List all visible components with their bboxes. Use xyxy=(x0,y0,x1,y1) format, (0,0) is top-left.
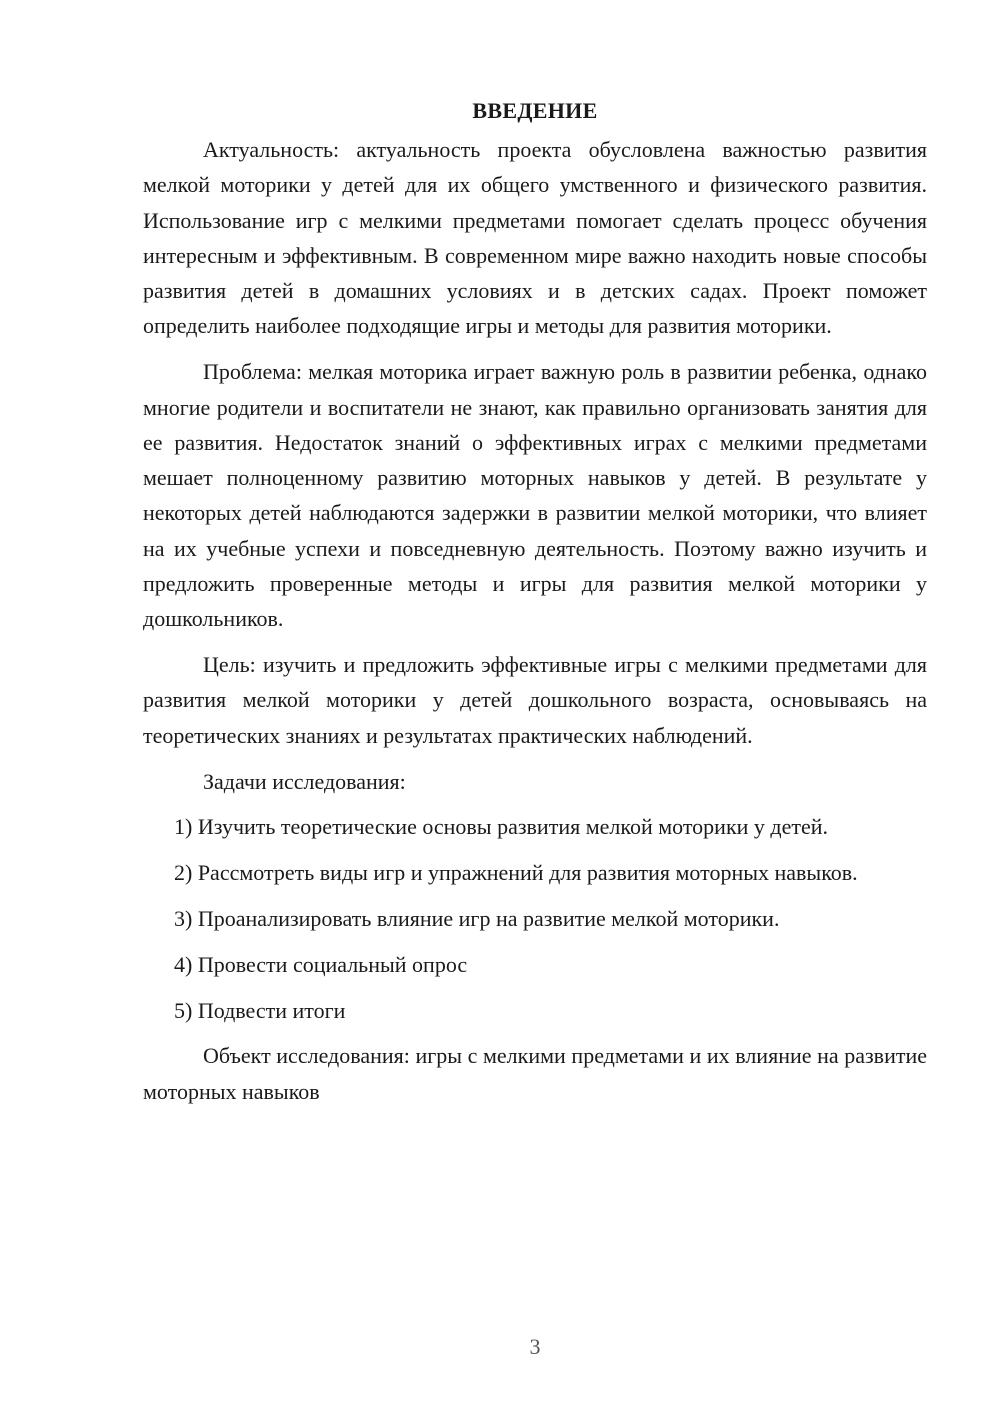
page-number: 3 xyxy=(529,1334,541,1359)
paragraph-goal: Цель: изучить и предложить эффективные игры с мелкими предметами для развития мелкой моторики у детей дошкольного возраста, основываясь на теоретических знаниях и результатах практических наблюдений. xyxy=(143,652,927,748)
paragraph-tasks-heading: Задачи исследования: xyxy=(203,768,406,794)
paragraph-problem: Проблема: мелкая моторика играет важную роль в развитии ребенка, однако многие родители и воспитатели не знают, как правильно организовать занятия для ее развития. Недостаток знаний о эффективных играх с мелкими предметами мешает полноценному развитию моторных навыков у детей. В результате у некоторых детей наблюдаются задержки в развитии мелкой моторики, что влияет на их учебные успехи и повседневную деятельность. Поэтому важно изучить и предложить проверенные методы и игры для развития мелкой моторики у дошкольников. xyxy=(143,359,927,632)
task-item-5: 5) Подвести итоги xyxy=(174,997,346,1023)
task-item-4: 4) Провести социальный опрос xyxy=(174,951,468,977)
task-item-2: 2) Рассмотреть виды игр и упражнений для развития моторных навыков. xyxy=(174,860,858,886)
page-title: ВВЕДЕНИЕ xyxy=(472,98,598,123)
task-item-3: 3) Проанализировать влияние игр на развитие мелкой моторики. xyxy=(174,905,780,931)
paragraph-relevance: Актуальность: актуальность проекта обусловлена важностью развития мелкой моторики у детей для их общего умственного и физического развития. Использование игр с мелкими предметами помогает сделать процесс обучения интересным и эффективным. В современном мире важно находить новые способы развития детей в домашних условиях и в детских садах. Проект поможет определить наиболее подходящие игры и методы для развития моторики. xyxy=(143,137,927,339)
document-page xyxy=(143,96,927,1119)
task-item-1: 1) Изучить теоретические основы развития мелкой моторики у детей. xyxy=(174,814,829,840)
paragraph-object: Объект исследования: игры с мелкими предметами и их влияние на развитие моторных навыков xyxy=(143,1043,927,1104)
